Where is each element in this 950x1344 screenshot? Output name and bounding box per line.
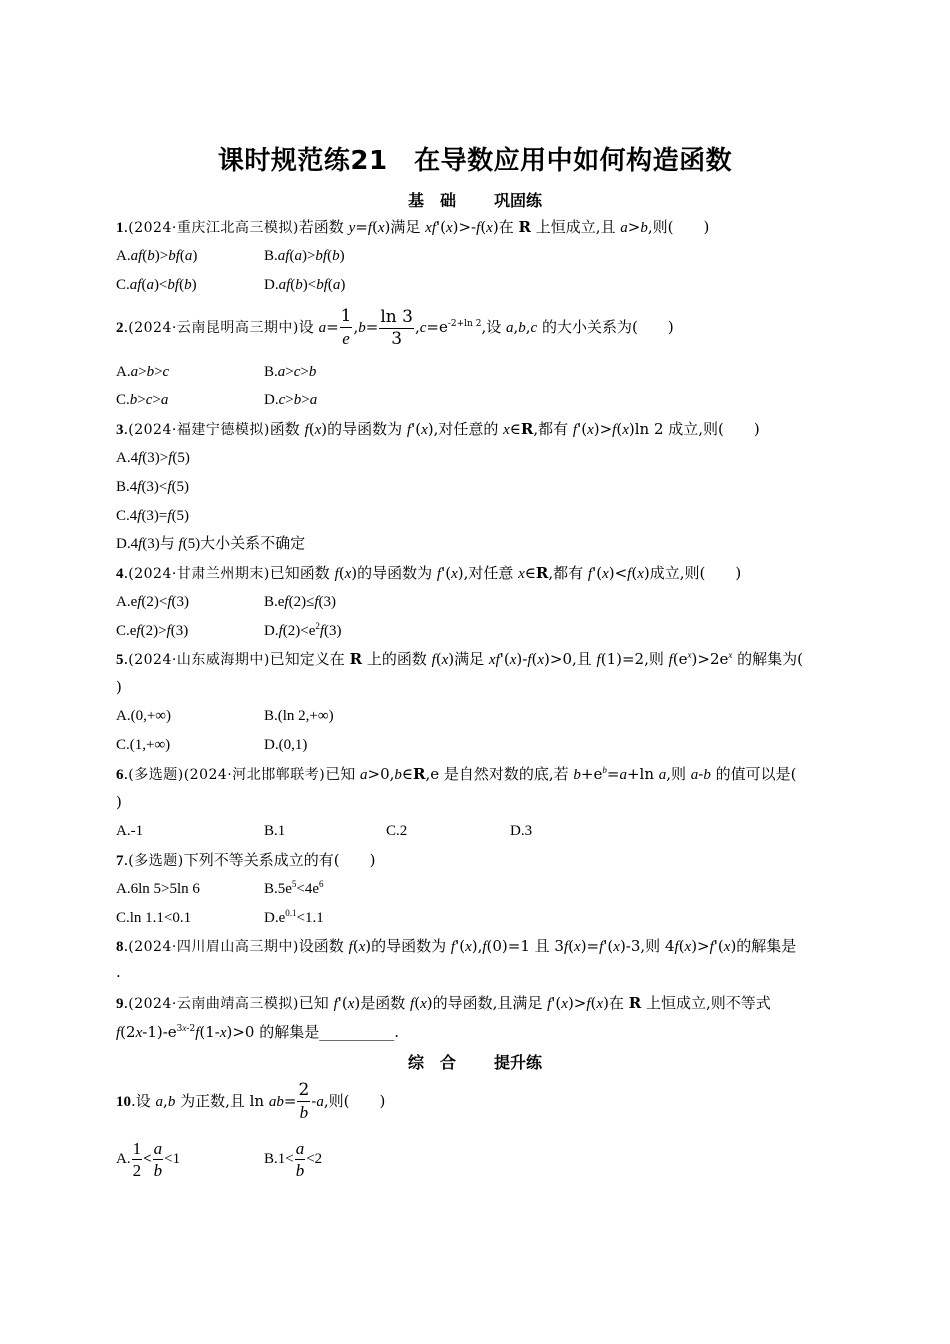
q1-option-d[interactable]: D.af(b)<bf(a)	[264, 277, 346, 293]
question-number: 5	[116, 652, 124, 668]
section-basic	[0, 188, 950, 211]
q7-option-b[interactable]: $B.5e^5<4e^6$	[264, 879, 324, 897]
fraction-a-over-b: $\frac{a}{b}$	[295, 1139, 305, 1180]
question-8-cont: .	[116, 963, 121, 981]
question-3: 3.(2024·福建宁德模拟)函数 f(x)的导函数为 f'(x),对任意的 x∈R,都有 f'(x)>f(x)ln 2 成立,则( )	[116, 420, 760, 438]
q2-option-c[interactable]: C.b>c>a	[116, 392, 169, 408]
fraction-ln3-over-3: $\frac{\ln 3}{3}$	[380, 306, 413, 349]
section-basic-right: 巩固练	[494, 191, 543, 210]
q3-option-d[interactable]: D.4f(3)与 f(5)大小关系不确定	[116, 536, 306, 552]
question-8: 8.(2024·四川眉山高三期中)设函数 f(x)的导函数为 f'(x),f(0)=1 且 3f(x)=f'(x)-3,则 4f(x)>f'(x)的解集是	[116, 937, 797, 955]
q2-option-a[interactable]: A.a>b>c	[116, 364, 170, 380]
question-5: 5.(2024·山东威海期中)已知定义在 R 上的函数 f(x)满足 xf'(x)-f(x)>0,且 f(1)=2,则 $f(e^x)>2e^x$ 的解集为(	[116, 650, 803, 668]
question-10: 10.设 a,b 为正数,且 ln ab= $\frac{2}{b}$ -a,则( )	[116, 1080, 386, 1122]
question-5-cont: )	[116, 678, 122, 696]
fraction-1-over-e: $\frac{1}{e}$	[340, 306, 352, 348]
question-number: 6	[116, 767, 124, 783]
question-source: (2024·云南曲靖高三模拟)	[128, 996, 299, 1012]
q4-option-d[interactable]: $D.f(2)<e^2f(3)$	[264, 621, 342, 639]
q7-option-d[interactable]: $D.e^{0.1}<1.1$	[264, 908, 324, 926]
q1-option-a[interactable]: A.af(b)>bf(a)	[116, 248, 198, 264]
fraction-a-over-b: $\frac{a}{b}$	[153, 1139, 163, 1180]
question-source: (2024·福建宁德模拟)	[128, 422, 270, 438]
question-number: 7	[116, 853, 124, 869]
q3-option-b[interactable]: B.4f(3)<f(5)	[116, 479, 190, 495]
question-6: 6.(多选题)(2024·河北邯郸联考)已知 a>0,b∈R,e 是自然对数的底,若 $b+e^b=a+\ln$ a,则 a-b 的值可以是(	[116, 765, 797, 783]
q4-option-b[interactable]: B.ef(2)≤f(3)	[264, 594, 336, 610]
q1-option-b[interactable]: B.af(a)>bf(b)	[264, 248, 345, 264]
q3-option-c[interactable]: C.4f(3)=f(5)	[116, 508, 190, 524]
section-advanced	[0, 1050, 950, 1073]
q2-option-d[interactable]: D.c>b>a	[264, 392, 318, 408]
question-number: 9	[116, 996, 124, 1012]
question-number: 4	[116, 566, 124, 582]
question-source: (2024·甘肃兰州期末)	[128, 566, 270, 582]
q6-option-d[interactable]: D.3	[510, 823, 533, 839]
q6-option-b[interactable]: B.1	[264, 823, 286, 839]
question-6-cont: )	[116, 793, 122, 811]
question-9-cont: $f(2x-1)-e^{3x-2}f(1-x)>0$ 的解集是__________.	[116, 1023, 400, 1041]
question-2: 2.(2024·云南昆明高三期中)设 a= $\frac{1}{e}$ ,b= $\frac{\ln 3}{3}$ $,c=e^{-2+ln 2}$,设 a,b,c 的大小关系为( )	[116, 306, 674, 349]
question-number: 3	[116, 422, 124, 438]
q6-option-a[interactable]: A.-1	[116, 823, 144, 839]
q4-option-c[interactable]: C.ef(2)>f(3)	[116, 623, 189, 639]
q5-option-c[interactable]: C.(1,+∞)	[116, 737, 171, 753]
question-7: 7.(多选题)下列不等关系成立的有( )	[116, 851, 376, 869]
page-title: 课时规范练21 在导数应用中如何构造函数	[217, 146, 733, 176]
q5-option-b[interactable]: B.(ln 2,+∞)	[264, 708, 334, 724]
q2-option-b[interactable]: B.a>c>b	[264, 364, 317, 380]
fraction-1-over-2: $\frac{1}{2}$	[132, 1139, 142, 1180]
q10-option-b[interactable]: B.1< $\frac{a}{b}$ <2	[264, 1139, 323, 1180]
q4-option-a[interactable]: A.ef(2)<f(3)	[116, 594, 190, 610]
q3-option-a[interactable]: A.4f(3)>f(5)	[116, 450, 190, 466]
question-number: 10	[116, 1094, 131, 1110]
q5-option-a[interactable]: A.(0,+∞)	[116, 708, 171, 724]
question-source: (2024·重庆江北高三模拟)	[128, 220, 299, 236]
question-number: 1	[116, 220, 124, 236]
question-source: (2024·四川眉山高三期中)	[128, 939, 299, 955]
question-1: 1.(2024·重庆江北高三模拟)若函数 y=f(x)满足 xf'(x)>-f(x)在 R 上恒成立,且 a>b,则( )	[116, 218, 710, 236]
question-source: (2024·山东威海期中)	[128, 652, 270, 668]
q1-option-c[interactable]: C.af(a)<bf(b)	[116, 277, 197, 293]
section-advanced-left: 综 合	[407, 1053, 456, 1072]
section-basic-left: 基 础	[407, 191, 456, 210]
question-9: 9.(2024·云南曲靖高三模拟)已知 f'(x)是函数 f(x)的导函数,且满足 f'(x)>f(x)在 R 上恒成立,则不等式	[116, 994, 771, 1012]
question-number: 8	[116, 939, 124, 955]
q10-option-a[interactable]: A. $\frac{1}{2}$ < $\frac{a}{b}$ <1	[116, 1139, 181, 1180]
question-source: (多选题)(2024·河北邯郸联考)	[128, 767, 326, 783]
q6-option-c[interactable]: C.2	[386, 823, 408, 839]
fraction-2-over-b: $\frac{2}{b}$	[298, 1080, 310, 1122]
q7-option-c[interactable]: C.ln 1.1<0.1	[116, 910, 192, 926]
question-4: 4.(2024·甘肃兰州期末)已知函数 f(x)的导函数为 f'(x),对任意 x∈R,都有 f'(x)<f(x)成立,则( )	[116, 564, 742, 582]
section-advanced-right: 提升练	[494, 1053, 543, 1072]
question-number: 2	[116, 320, 124, 336]
q5-option-d[interactable]: D.(0,1)	[264, 737, 308, 753]
question-source: (多选题)	[128, 853, 184, 869]
q7-option-a[interactable]: A.6ln 5>5ln 6	[116, 881, 200, 897]
question-source: (2024·云南昆明高三期中)	[128, 320, 299, 336]
